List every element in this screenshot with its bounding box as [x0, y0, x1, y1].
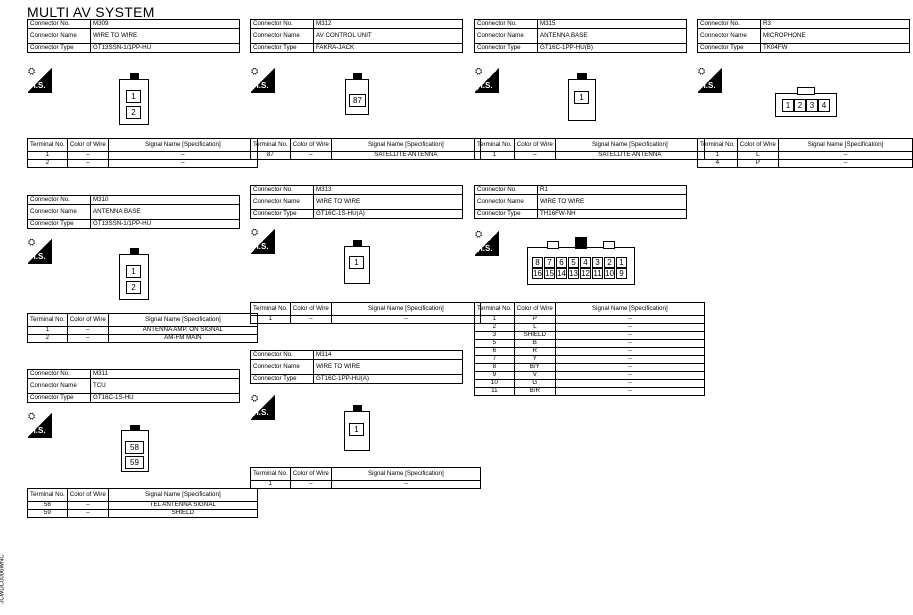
connector-info-m310: Connector No. M310 Connector Name ANTENNA BASE Connector Type GT13SSN-1/1PP-HU	[27, 195, 240, 229]
signal-table-m314: Terminal No. Color of Wire Signal Name [Specification] 1 – –	[250, 467, 481, 489]
harness-side-icon: ⛭ H.S.	[28, 67, 52, 93]
cavity: 3	[592, 257, 603, 268]
cavity: 10	[605, 269, 614, 278]
connector-info-m314: Connector No. M314 Connector Name WIRE TO WIRE Connector Type GT16C-1PP-HU(A)	[250, 350, 463, 384]
connector-face-m315: 1	[568, 73, 598, 121]
harness-side-icon: ⛭ H.S.	[251, 67, 275, 93]
cavity: 14	[557, 269, 566, 278]
connector-face-r3: 1 2 3 4	[775, 85, 839, 119]
connector-info-m312: Connector No. M312 Connector Name AV CONTROL UNIT Connector Type FAKRA-JACK	[250, 19, 463, 53]
connector-face-m311: 58 59	[120, 425, 150, 475]
cavity: 16	[533, 269, 542, 278]
cavity: 2	[604, 257, 615, 268]
harness-side-icon: ⛭ H.S.	[251, 394, 275, 420]
signal-table-m312: Terminal No. Color of Wire Signal Name [Specification] 87 – SATELLITE ANTENNA	[250, 138, 481, 160]
connector-face-m309: 1 2	[119, 73, 149, 125]
signal-table-m309: Terminal No. Color of Wire Signal Name [Specification] 1 – – 2 – –	[27, 138, 258, 168]
harness-side-icon: ⛭ H.S.	[698, 67, 722, 93]
cavity: 13	[569, 269, 578, 278]
connector-face-m310: 1 2	[119, 248, 149, 300]
cavity: 6	[556, 257, 567, 268]
cavity: 7	[544, 257, 555, 268]
signal-table-m315: Terminal No. Color of Wire Signal Name [Specification] 1 – SATELLITE ANTENNA	[474, 138, 705, 160]
cavity: 15	[545, 269, 554, 278]
harness-side-icon: ⛭ H.S.	[28, 412, 52, 438]
cavity: 5	[568, 257, 579, 268]
connector-info-m309: Connector No. M309 Connector Name WIRE TO WIRE Connector Type GT13SSN-1/1PP-HU	[27, 19, 240, 53]
signal-table-m313: Terminal No. Color of Wire Signal Name [Specification] 1 – –	[250, 302, 481, 324]
signal-table-r1: Terminal No. Color of Wire Signal Name [Specification] 1 P – 2 L – 3 SHIELD – 5 B – 6 R – 7 Y – 8 B/Y – 9 V – 10 G – 11 B/R –	[474, 302, 705, 396]
connector-info-r3: Connector No. R3 Connector Name MICROPHONE Connector Type TK04FW	[697, 19, 910, 53]
connector-info-r1: Connector No. R1 Connector Name WIRE TO WIRE Connector Type TH16FW-NH	[474, 185, 687, 219]
page-title: MULTI AV SYSTEM	[27, 4, 155, 20]
cavity: 12	[581, 269, 590, 278]
connector-face-m313: 1	[344, 240, 372, 284]
connector-info-m315: Connector No. M315 Connector Name ANTENNA BASE Connector Type GT16C-1PP-HU(B)	[474, 19, 687, 53]
signal-table-m310: Terminal No. Color of Wire Signal Name [Specification] 1 – ANTENNA AMP. ON SIGNAL 2 – AM-FM MAIN	[27, 313, 258, 343]
cavity: 11	[593, 269, 602, 278]
signal-table-m311: Terminal No. Color of Wire Signal Name [Specification] 58 – TEL ANTENNA SIGNAL 59 – SHIELD	[27, 488, 258, 518]
connector-face-r1	[527, 237, 637, 287]
connector-info-m313: Connector No. M313 Connector Name WIRE TO WIRE Connector Type GT16C-1S-HU(A)	[250, 185, 463, 219]
harness-side-icon: ⛭ H.S.	[475, 230, 499, 256]
cavity: 4	[580, 257, 591, 268]
harness-side-icon: ⛭ H.S.	[28, 238, 52, 264]
connector-face-m312: 87	[345, 73, 371, 115]
cavity: 9	[616, 268, 627, 279]
cavity: 1	[616, 257, 627, 268]
cavity: 8	[532, 257, 543, 268]
connector-face-m314: 1	[344, 405, 372, 451]
diagram-code: JCWDC0006WNC	[0, 554, 6, 604]
harness-side-icon: ⛭ H.S.	[475, 67, 499, 93]
connector-info-m311: Connector No. M311 Connector Name TCU Connector Type GT16C-1S-HU	[27, 369, 240, 403]
harness-side-icon: ⛭ H.S.	[251, 228, 275, 254]
signal-table-r3: Terminal No. Color of Wire Signal Name [Specification] 1 L – 4 P –	[697, 138, 913, 168]
